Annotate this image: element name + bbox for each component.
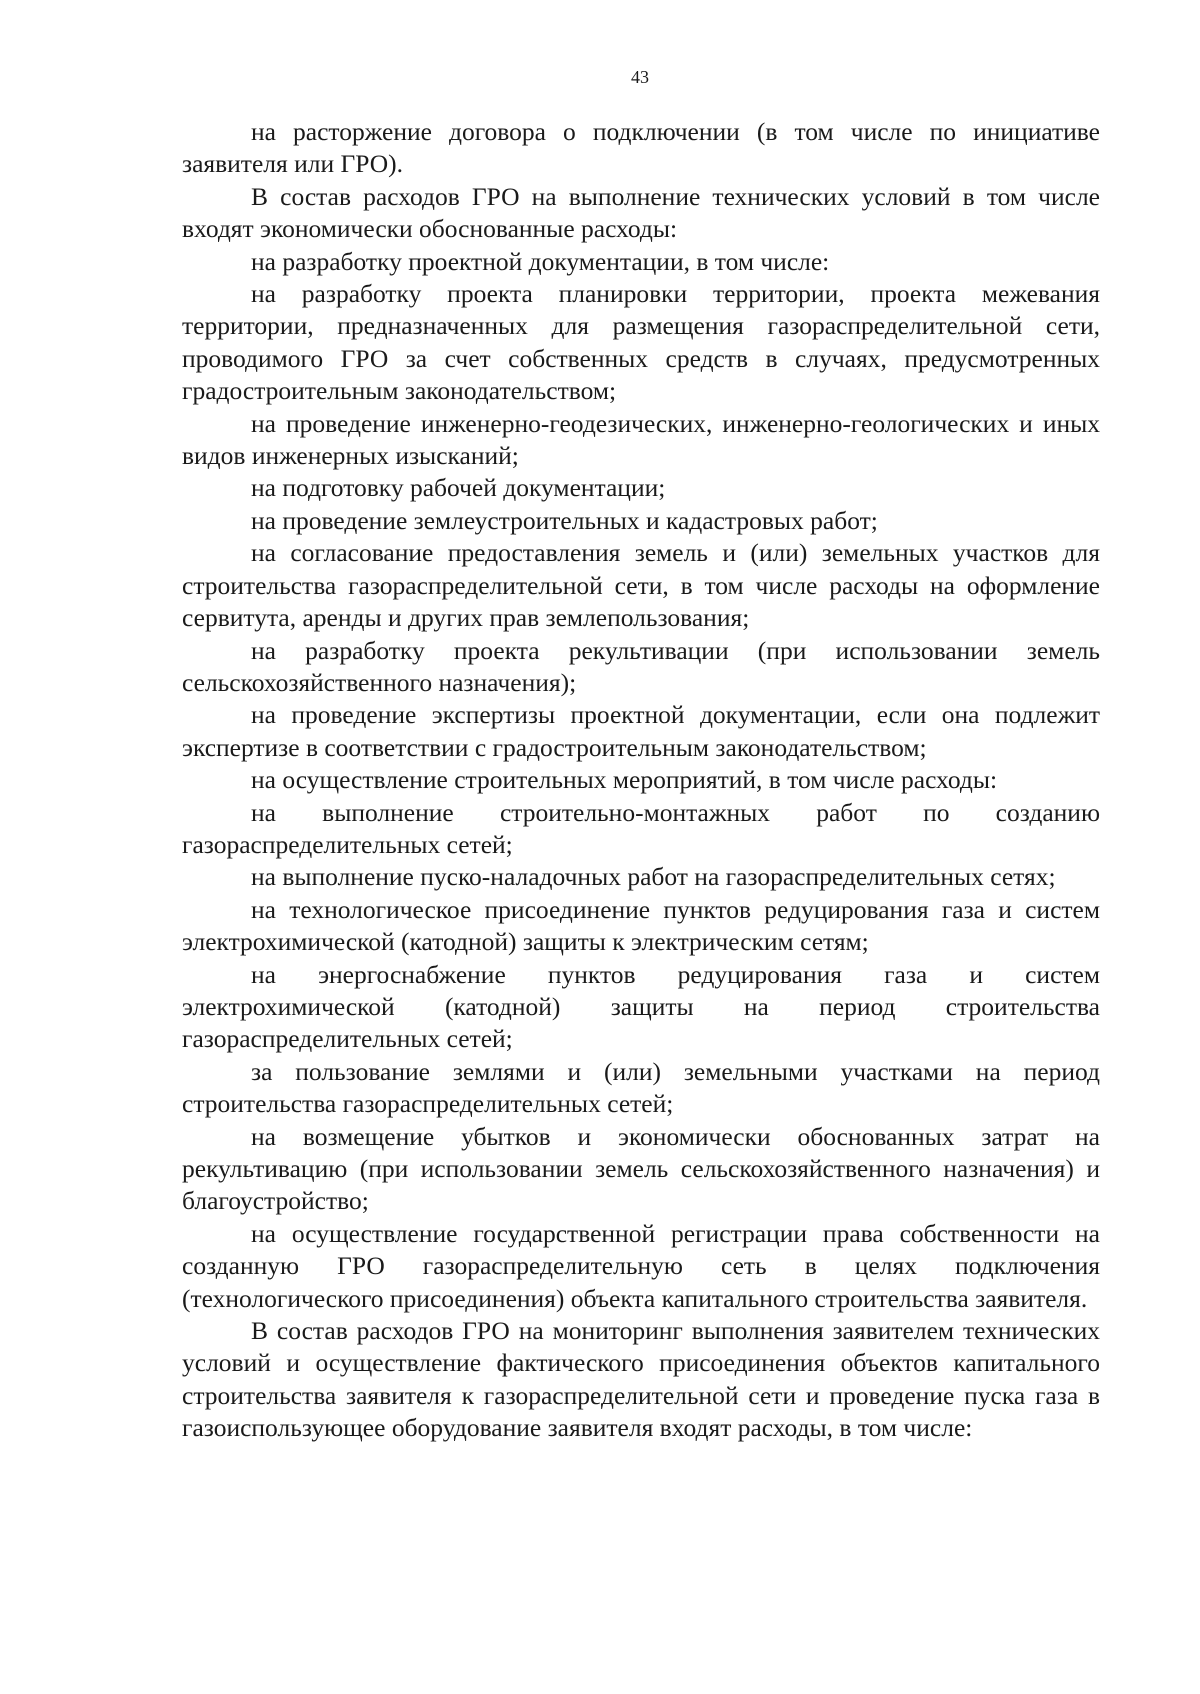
paragraph: на согласование предоставления земель и (или) земельных участков для строительства газораспределительной сети, в том числе расходы на оформление сервитута, аренды и других прав землепользования; <box>182 538 1100 633</box>
paragraph: на проведение экспертизы проектной документации, если она подлежит экспертизе в соответствии с градостроительным законодательством; <box>182 700 1100 762</box>
paragraph: В состав расходов ГРО на выполнение технических условий в том числе входят экономически обоснованные расходы: <box>182 181 1100 244</box>
paragraph: на выполнение строительно-монтажных работ по созданию газораспределительных сетей; <box>182 797 1100 859</box>
paragraph: на разработку проекта рекультивации (при использовании земель сельскохозяйственного назначения); <box>182 635 1100 697</box>
paragraph: на осуществление государственной регистрации права собственности на созданную ГРО газораспределительную сеть в целях подключения (технологического присоединения) объекта капитального строительства заявителя. <box>182 1218 1100 1313</box>
paragraph: на разработку проекта планировки территории, проекта межевания территории, предназначенных для размещения газораспределительной сети, проводимого ГРО за счет собственных средств в случаях, предусмотренных градостроительным законодательством; <box>182 279 1100 406</box>
paragraph: на разработку проектной документации, в том числе: <box>251 246 830 276</box>
paragraph: на расторжение договора о подключении (в том числе по инициативе заявителя или ГРО). <box>182 117 1100 179</box>
paragraph: на технологическое присоединение пунктов редуцирования газа и систем электрохимической (катодной) защиты к электрическим сетям; <box>182 894 1100 957</box>
paragraph: на подготовку рабочей документации; <box>251 473 666 503</box>
paragraph: на энергоснабжение пунктов редуцирования газа и систем электрохимической (катодной) защиты на период строительства газораспределительных сетей; <box>182 959 1100 1054</box>
paragraph: на выполнение пуско-наладочных работ на газораспределительных сетях; <box>251 862 1056 892</box>
document-body <box>182 116 1100 1445</box>
paragraph: на осуществление строительных мероприятий, в том числе расходы: <box>251 765 998 795</box>
paragraph: на проведение землеустроительных и кадастровых работ; <box>251 505 878 535</box>
page-number: 43 <box>631 67 649 87</box>
paragraph: на возмещение убытков и экономически обоснованных затрат на рекультивацию (при использовании земель сельскохозяйственного назначения) и благоустройство; <box>182 1121 1100 1216</box>
paragraph: за пользование землями и (или) земельными участками на период строительства газораспределительных сетей; <box>182 1056 1100 1119</box>
paragraph: В состав расходов ГРО на мониторинг выполнения заявителем технических условий и осуществление фактического присоединения объектов капитального строительства заявителя к газораспределительной сети и проведение пуска газа в газоиспользующее оборудование заявителя входят расходы, в том числе: <box>182 1316 1100 1443</box>
paragraph: на проведение инженерно-геодезических, инженерно-геологических и иных видов инженерных изысканий; <box>182 408 1100 471</box>
